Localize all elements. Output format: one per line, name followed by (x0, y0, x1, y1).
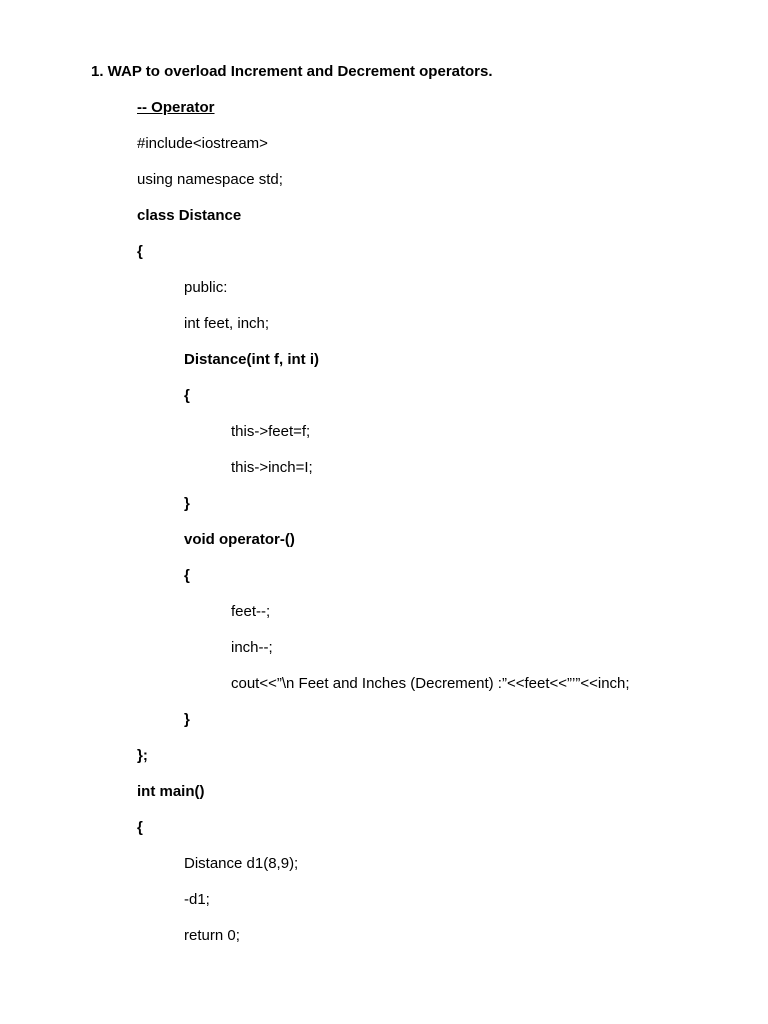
code-class-open: { (137, 243, 143, 260)
code-ctor-open: { (184, 387, 190, 404)
code-main-object-name: Distance d1 (184, 855, 264, 872)
code-operator-open: { (184, 567, 190, 584)
code-ctor-inch: this->inch=I; (231, 459, 313, 476)
code-public: public: (184, 279, 228, 296)
document-heading: 1. WAP to overload Increment and Decrement operators. (91, 63, 493, 80)
code-members: int feet, inch; (184, 315, 270, 332)
code-include: #include<iostream> (137, 135, 268, 152)
code-main-object (184, 854, 298, 874)
code-main-return (184, 926, 240, 946)
code-main-object-args: (8,9); (263, 855, 299, 872)
code-ctor-signature: Distance(int f, int i) (184, 351, 319, 368)
code-main-return-keyword: return (184, 927, 224, 944)
code-ctor-feet: this->feet=f; (231, 423, 311, 440)
code-class-close: }; (137, 747, 148, 764)
code-ctor-close: } (184, 495, 190, 512)
code-main-open: { (137, 819, 143, 836)
code-using: using namespace std; (137, 171, 283, 188)
code-operator-cout: cout<<”\n Feet and Inches (Decrement) :”<<feet<<”’”<<inch; (231, 675, 630, 692)
code-main-signature: int main() (137, 783, 205, 800)
code-main-negate: -d1; (184, 891, 210, 908)
code-operator-close: } (184, 711, 190, 728)
code-main-return-value: 0; (223, 927, 240, 944)
code-operator-signature: void operator-() (184, 531, 295, 548)
code-class-decl: class Distance (137, 207, 242, 224)
section-subheading: -- Operator (137, 99, 215, 116)
code-operator-inch: inch--; (231, 639, 273, 656)
code-operator-feet: feet--; (231, 603, 271, 620)
